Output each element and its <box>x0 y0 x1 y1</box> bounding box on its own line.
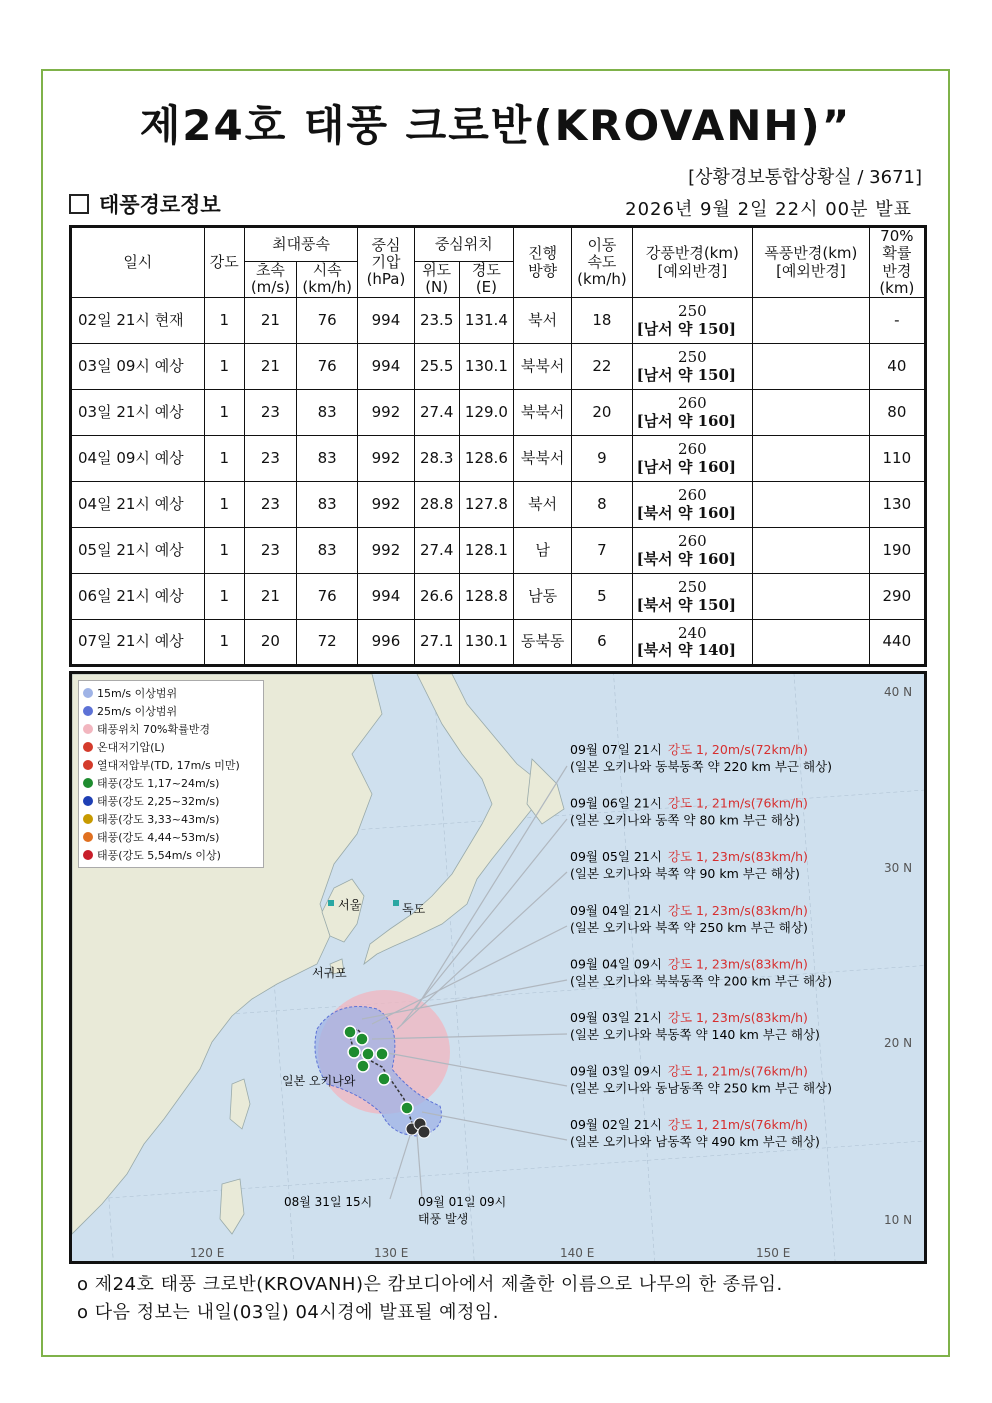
dokdo-marker <box>393 900 399 906</box>
cell-wind-ms: 23 <box>244 436 296 482</box>
cell-datetime: 04일 21시 예상 <box>71 482 205 528</box>
cell-pressure: 992 <box>358 528 414 574</box>
cell-wind-ms: 23 <box>244 528 296 574</box>
cell-prob: 190 <box>869 528 925 574</box>
lon-label: 130 E <box>374 1246 409 1260</box>
cell-wind-kmh: 83 <box>297 528 358 574</box>
legend-label: 태풍(강도 3,33~43m/s) <box>97 813 220 826</box>
typhoon-symbol-icon <box>376 1048 388 1060</box>
map-legend <box>78 680 264 868</box>
forecast-strength: 강도 1, 21m/s(76km/h) <box>667 1063 808 1079</box>
header-strong-radius: 강풍반경(km) [예외반경] <box>632 227 753 298</box>
table-row <box>71 574 926 620</box>
okinawa-label: 일본 오키나와 <box>282 1074 356 1088</box>
forecast-strength: 강도 1, 20m/s(72km/h) <box>667 742 808 757</box>
legend-item <box>83 792 259 810</box>
cell-datetime: 03일 09시 예상 <box>71 344 205 390</box>
strong-radius-exception: [북서 약 150] <box>636 595 736 614</box>
strong-radius-value: 260 <box>678 486 707 505</box>
cell-prob: 110 <box>869 436 925 482</box>
forecast-time-text: 09월 02일 21시 <box>570 1117 662 1133</box>
cell-storm-radius <box>753 298 870 344</box>
typhoon-track-map <box>69 671 927 1264</box>
cell-wind-ms: 21 <box>244 344 296 390</box>
forecast-time <box>570 796 808 811</box>
legend-item <box>83 810 259 828</box>
forecast-time <box>570 1064 808 1079</box>
forecast-time <box>570 849 808 864</box>
legend-item <box>83 684 259 702</box>
cell-direction: 남 <box>514 528 572 574</box>
strong-radius-value: 240 <box>678 623 707 642</box>
cell-lon: 129.0 <box>459 390 513 436</box>
cell-strong-radius <box>632 344 753 390</box>
department-label: [상황경보통합상황실 / 3671] <box>688 167 922 188</box>
cell-datetime: 04일 09시 예상 <box>71 436 205 482</box>
cell-storm-radius <box>753 620 870 666</box>
cell-wind-kmh: 72 <box>297 620 358 666</box>
forecast-time-text: 09월 06일 21시 <box>570 795 662 811</box>
legend-item <box>83 702 259 720</box>
cell-storm-radius <box>753 344 870 390</box>
legend-item <box>83 756 259 774</box>
lat-label: 20 N <box>884 1036 913 1050</box>
table-row <box>71 528 926 574</box>
lon-label: 150 E <box>756 1246 791 1260</box>
cell-intensity: 1 <box>204 482 244 528</box>
cell-direction: 북서 <box>514 482 572 528</box>
cell-speed: 6 <box>572 620 632 666</box>
cell-direction: 북서 <box>514 298 572 344</box>
typhoon-symbol-icon <box>356 1033 368 1045</box>
strong-radius-exception: [남서 약 150] <box>636 319 736 338</box>
cell-lat: 25.5 <box>414 344 459 390</box>
cell-wind-ms: 20 <box>244 620 296 666</box>
header-storm-radius: 폭풍반경(km) [예외반경] <box>753 227 870 298</box>
cell-storm-radius <box>753 436 870 482</box>
strong-radius-value: 260 <box>678 394 707 413</box>
forecast-strength: 강도 1, 23m/s(83km/h) <box>667 902 808 918</box>
cell-strong-radius <box>632 574 753 620</box>
strong-radius-value: 260 <box>678 532 707 551</box>
cell-wind-ms: 21 <box>244 298 296 344</box>
forecast-time <box>570 1117 808 1132</box>
checkbox-icon <box>69 194 89 214</box>
table-row <box>71 344 926 390</box>
cell-storm-radius <box>753 528 870 574</box>
cell-wind-ms: 23 <box>244 390 296 436</box>
past-position-icon <box>418 1126 430 1138</box>
cell-datetime: 05일 21시 예상 <box>71 528 205 574</box>
cell-strong-radius <box>632 390 753 436</box>
legend-swatch-icon <box>83 724 93 734</box>
forecast-description: (일본 오키나와 동남동쪽 약 250 km 부근 해상) <box>570 1080 832 1096</box>
legend-swatch-icon <box>83 688 93 698</box>
cell-lon: 128.1 <box>459 528 513 574</box>
cell-wind-kmh: 83 <box>297 436 358 482</box>
strong-radius-value: 250 <box>678 348 707 367</box>
cell-pressure: 992 <box>358 436 414 482</box>
cell-datetime: 06일 21시 예상 <box>71 574 205 620</box>
legend-label: 태풍위치 70%확률반경 <box>97 723 210 736</box>
header-center: 중심위치 <box>414 227 513 262</box>
cell-lat: 27.1 <box>414 620 459 666</box>
note-line: o 제24호 태풍 크로반(KROVANH)은 캄보디아에서 제출한 이름으로 나무의 한 종류임. <box>77 1274 783 1295</box>
cell-lon: 128.6 <box>459 436 513 482</box>
forecast-strength: 강도 1, 23m/s(83km/h) <box>667 1010 808 1025</box>
cell-lon: 130.1 <box>459 344 513 390</box>
cell-strong-radius <box>632 528 753 574</box>
cell-prob: - <box>869 298 925 344</box>
header-lon: 경도 (E) <box>459 261 513 297</box>
legend-item <box>83 738 259 756</box>
cell-wind-kmh: 83 <box>297 390 358 436</box>
typhoon-symbol-icon <box>348 1046 360 1058</box>
cell-lon: 128.8 <box>459 574 513 620</box>
cell-intensity: 1 <box>204 298 244 344</box>
header-intensity: 강도 <box>204 227 244 298</box>
cell-intensity: 1 <box>204 436 244 482</box>
legend-swatch-icon <box>83 796 93 806</box>
strong-radius-value: 250 <box>678 302 707 321</box>
cell-datetime: 03일 21시 예상 <box>71 390 205 436</box>
forecast-time-text: 09월 03일 21시 <box>570 1010 662 1025</box>
legend-label: 15m/s 이상범위 <box>97 687 178 700</box>
cell-speed: 18 <box>572 298 632 344</box>
forecast-time <box>570 1010 808 1025</box>
dokdo-label: 독도 <box>402 902 426 916</box>
legend-label: 태풍(강도 2,25~32m/s) <box>97 795 220 808</box>
header-speed: 이동 속도 (km/h) <box>572 227 632 298</box>
table-row <box>71 390 926 436</box>
header-max-wind: 최대풍속 <box>244 227 358 262</box>
cell-intensity: 1 <box>204 574 244 620</box>
cell-prob: 290 <box>869 574 925 620</box>
cell-prob: 130 <box>869 482 925 528</box>
lon-label: 120 E <box>190 1246 225 1260</box>
seogwipo-label: 서귀포 <box>312 966 347 980</box>
cell-direction: 남동 <box>514 574 572 620</box>
forecast-time <box>570 903 808 918</box>
header-prob-radius: 70% 확률 반경 (km) <box>869 227 925 298</box>
strong-radius-exception: [남서 약 160] <box>636 411 736 430</box>
typhoon-symbol-icon <box>401 1102 413 1114</box>
lat-label: 40 N <box>884 685 913 699</box>
table-row <box>71 436 926 482</box>
issued-time: 2026년 9월 2일 22시 00분 발표 <box>625 199 912 220</box>
cell-lat: 27.4 <box>414 528 459 574</box>
forecast-description: (일본 오키나와 남동쪽 약 490 km 부근 해상) <box>570 1134 820 1150</box>
typhoon-symbol-icon <box>378 1073 390 1085</box>
cell-intensity: 1 <box>204 528 244 574</box>
legend-swatch-icon <box>83 814 93 824</box>
table-row <box>71 482 926 528</box>
cell-strong-radius <box>632 482 753 528</box>
cell-pressure: 994 <box>358 344 414 390</box>
legend-swatch-icon <box>83 832 93 842</box>
cell-strong-radius <box>632 620 753 666</box>
legend-label: 온대저기압(L) <box>97 741 165 754</box>
cell-lon: 130.1 <box>459 620 513 666</box>
cell-lat: 28.8 <box>414 482 459 528</box>
cell-wind-kmh: 76 <box>297 298 358 344</box>
typhoon-track-table <box>69 225 927 667</box>
forecast-time-text: 09월 03일 09시 <box>570 1063 662 1079</box>
forecast-time <box>570 742 808 757</box>
legend-label: 태풍(강도 5,54m/s 이상) <box>97 849 221 862</box>
legend-swatch-icon <box>83 760 93 770</box>
typhoon-symbol-icon <box>357 1060 369 1072</box>
section-heading <box>69 189 221 219</box>
legend-swatch-icon <box>83 706 93 716</box>
cell-intensity: 1 <box>204 620 244 666</box>
cell-prob: 80 <box>869 390 925 436</box>
note-line: o 다음 정보는 내일(03일) 04시경에 발표될 예정임. <box>77 1302 500 1323</box>
typhoon-symbol-icon <box>362 1048 374 1060</box>
legend-item <box>83 828 259 846</box>
cell-lat: 26.6 <box>414 574 459 620</box>
cell-wind-kmh: 76 <box>297 574 358 620</box>
forecast-description: (일본 오키나와 북동쪽 약 140 km 부근 해상) <box>570 1027 820 1042</box>
forecast-strength: 강도 1, 21m/s(76km/h) <box>667 795 808 811</box>
cell-speed: 7 <box>572 528 632 574</box>
past-label: 태풍 발생 <box>418 1212 469 1226</box>
cell-speed: 8 <box>572 482 632 528</box>
cell-pressure: 994 <box>358 574 414 620</box>
strong-radius-value: 250 <box>678 578 707 597</box>
cell-intensity: 1 <box>204 344 244 390</box>
forecast-time-text: 09월 05일 21시 <box>570 849 662 865</box>
strong-radius-exception: [북서 약 160] <box>636 549 736 568</box>
legend-swatch-icon <box>83 742 93 752</box>
forecast-description: (일본 오키나와 북쪽 약 90 km 부근 해상) <box>570 866 800 882</box>
forecast-time-text: 09월 07일 21시 <box>570 742 662 757</box>
cell-wind-kmh: 76 <box>297 344 358 390</box>
strong-radius-exception: [북서 약 140] <box>636 641 736 659</box>
cell-lon: 127.8 <box>459 482 513 528</box>
table-row <box>71 620 926 666</box>
cell-pressure: 992 <box>358 390 414 436</box>
cell-prob: 440 <box>869 620 925 666</box>
past-label: 08월 31일 15시 <box>284 1195 373 1209</box>
legend-swatch-icon <box>83 850 93 860</box>
page-title: 제24호 태풍 크로반(KROVANH)” <box>139 101 852 150</box>
lat-label: 10 N <box>884 1213 913 1227</box>
table-row <box>71 298 926 344</box>
cell-storm-radius <box>753 390 870 436</box>
cell-speed: 20 <box>572 390 632 436</box>
cell-datetime: 02일 21시 현재 <box>71 298 205 344</box>
forecast-strength: 강도 1, 21m/s(76km/h) <box>667 1117 808 1133</box>
forecast-strength: 강도 1, 23m/s(83km/h) <box>667 849 808 865</box>
header-wind-ms: 초속 (m/s) <box>244 261 296 297</box>
header-lat: 위도 (N) <box>414 261 459 297</box>
cell-speed: 5 <box>572 574 632 620</box>
section-title: 태풍경로정보 <box>99 193 221 217</box>
strong-radius-exception: [남서 약 160] <box>636 457 736 476</box>
cell-direction: 북북서 <box>514 344 572 390</box>
header-direction: 진행 방향 <box>514 227 572 298</box>
cell-pressure: 992 <box>358 482 414 528</box>
legend-label: 열대저압부(TD, 17m/s 미만) <box>97 759 240 772</box>
legend-label: 태풍(강도 4,44~53m/s) <box>97 831 220 844</box>
cell-datetime: 07일 21시 예상 <box>71 620 205 666</box>
cell-speed: 22 <box>572 344 632 390</box>
seoul-marker <box>328 900 334 906</box>
forecast-strength: 강도 1, 23m/s(83km/h) <box>667 956 808 972</box>
cell-wind-ms: 21 <box>244 574 296 620</box>
header-pressure: 중심 기압 (hPa) <box>358 227 414 298</box>
legend-label: 태풍(강도 1,17~24m/s) <box>97 777 220 790</box>
cell-lat: 27.4 <box>414 390 459 436</box>
forecast-time <box>570 956 808 971</box>
cell-speed: 9 <box>572 436 632 482</box>
cell-storm-radius <box>753 482 870 528</box>
forecast-time-text: 09월 04일 09시 <box>570 956 662 972</box>
notes <box>77 1271 783 1327</box>
cell-wind-kmh: 83 <box>297 482 358 528</box>
header-wind-kmh: 시속 (km/h) <box>297 261 358 297</box>
cell-pressure: 996 <box>358 620 414 666</box>
cell-lon: 131.4 <box>459 298 513 344</box>
cell-wind-ms: 23 <box>244 482 296 528</box>
forecast-description: (일본 오키나와 북북동쪽 약 200 km 부근 해상) <box>570 973 832 989</box>
strong-radius-value: 260 <box>678 440 707 459</box>
cell-direction: 동북동 <box>514 620 572 666</box>
cell-strong-radius <box>632 298 753 344</box>
cell-direction: 북북서 <box>514 390 572 436</box>
header-datetime: 일시 <box>71 227 205 298</box>
forecast-description: (일본 오키나와 동북동쪽 약 220 km 부근 해상) <box>570 759 832 774</box>
lon-label: 140 E <box>560 1246 595 1260</box>
cell-intensity: 1 <box>204 390 244 436</box>
cell-storm-radius <box>753 574 870 620</box>
legend-item <box>83 774 259 792</box>
strong-radius-exception: [남서 약 150] <box>636 365 736 384</box>
legend-swatch-icon <box>83 778 93 788</box>
forecast-time-text: 09월 04일 21시 <box>570 902 662 918</box>
legend-label: 25m/s 이상범위 <box>97 705 178 718</box>
cell-strong-radius <box>632 436 753 482</box>
forecast-description: (일본 오키나와 동쪽 약 80 km 부근 해상) <box>570 812 800 828</box>
past-label: 09월 01일 09시 <box>418 1195 507 1209</box>
cell-direction: 북북서 <box>514 436 572 482</box>
seoul-label: 서울 <box>338 898 362 912</box>
cell-prob: 40 <box>869 344 925 390</box>
cell-lat: 23.5 <box>414 298 459 344</box>
forecast-description: (일본 오키나와 북쪽 약 250 km 부근 해상) <box>570 919 808 935</box>
bulletin-frame <box>41 69 950 1357</box>
legend-item <box>83 846 259 864</box>
lat-label: 30 N <box>884 861 913 875</box>
cell-lat: 28.3 <box>414 436 459 482</box>
strong-radius-exception: [북서 약 160] <box>636 503 736 522</box>
legend-item <box>83 720 259 738</box>
typhoon-symbol-icon <box>344 1026 356 1038</box>
cell-pressure: 994 <box>358 298 414 344</box>
